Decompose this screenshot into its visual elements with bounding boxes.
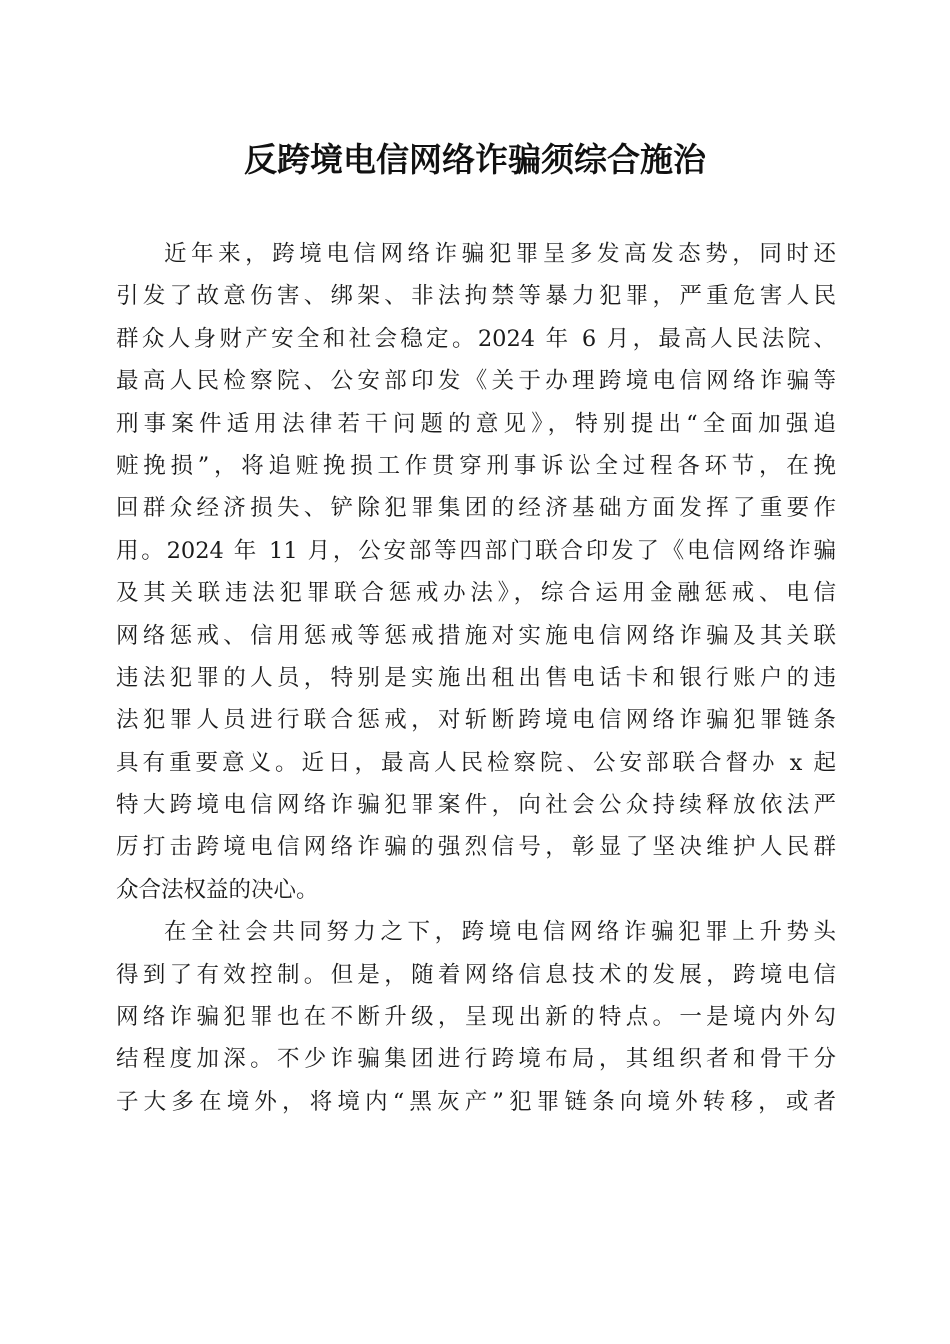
text-line: 众合法权益的决心。: [116, 876, 319, 903]
paragraph: [116, 233, 836, 911]
text-line: 最高人民检察院、公安部印发《关于办理跨境电信网络诈骗等: [116, 368, 836, 395]
text-line: 及其关联违法犯罪联合惩戒办法》，综合运用金融惩戒、电信: [116, 580, 836, 607]
text-line: 群众人身财产安全和社会稳定。2024 年 6 月，最高人民法院、: [116, 325, 836, 352]
document-body: [116, 233, 836, 1123]
text-line: 特大跨境电信网络诈骗犯罪案件，向社会公众持续释放依法严: [116, 792, 836, 819]
text-line: 赃挽损”，将追赃挽损工作贯穿刑事诉讼全过程各环节，在挽: [116, 452, 836, 479]
document-title: 反跨境电信网络诈骗须综合施治: [244, 140, 706, 179]
text-line: 用。2024 年 11 月，公安部等四部门联合印发了《电信网络诈骗: [116, 537, 836, 564]
text-line: 得到了有效控制。但是，随着网络信息技术的发展，跨境电信: [116, 961, 836, 988]
text-line: 近年来，跨境电信网络诈骗犯罪呈多发高发态势，同时还: [164, 241, 836, 267]
text-line: 具有重要意义。近日，最高人民检察院、公安部联合督办 x 起: [116, 749, 836, 776]
paragraph: [116, 911, 836, 1123]
text-line: 厉打击跨境电信网络诈骗的强烈信号，彰显了坚决维护人民群: [116, 834, 836, 861]
text-line: 网络诈骗犯罪也在不断升级，呈现出新的特点。一是境内外勾: [116, 1004, 836, 1031]
text-line: 在全社会共同努力之下，跨境电信网络诈骗犯罪上升势头: [164, 919, 836, 946]
text-line: 法犯罪人员进行联合惩戒，对斩断跨境电信网络诈骗犯罪链条: [116, 707, 836, 734]
text-line: 子大多在境外，将境内“黑灰产”犯罪链条向境外转移，或者: [116, 1088, 836, 1115]
text-line: 结程度加深。不少诈骗集团进行跨境布局，其组织者和骨干分: [116, 1046, 836, 1073]
text-line: 违法犯罪的人员，特别是实施出租出售电话卡和银行账户的违: [116, 664, 836, 691]
text-line: 刑事案件适用法律若干问题的意见》，特别提出“全面加强追: [116, 410, 836, 437]
text-line: 引发了故意伤害、绑架、非法拘禁等暴力犯罪，严重危害人民: [116, 283, 836, 310]
text-line: 回群众经济损失、铲除犯罪集团的经济基础方面发挥了重要作: [116, 495, 836, 522]
text-line: 网络惩戒、信用惩戒等惩戒措施对实施电信网络诈骗及其关联: [116, 622, 836, 649]
